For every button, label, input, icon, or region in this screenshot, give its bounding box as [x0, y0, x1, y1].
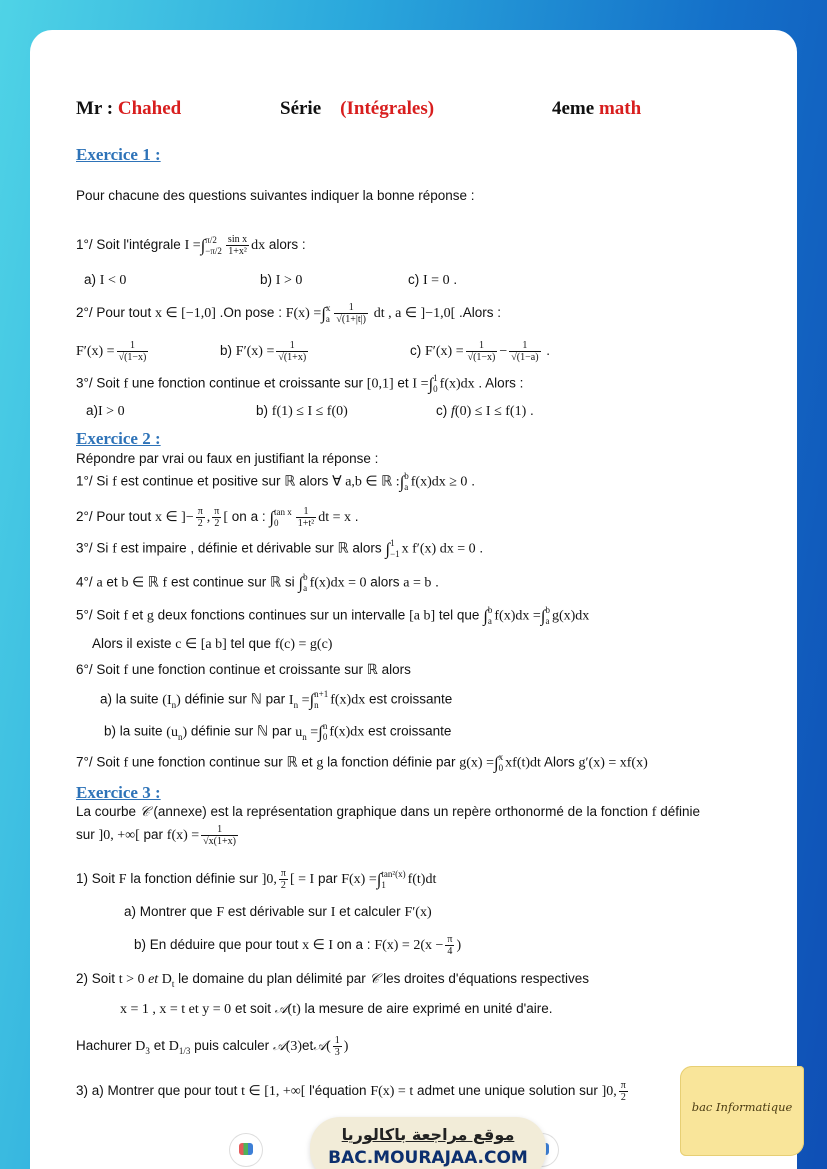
- ex1-q1-option-c: c) I = 0 .: [408, 272, 458, 288]
- exercise-1-title: Exercice 1 :: [76, 145, 161, 164]
- mr-label: Mr :: [76, 98, 114, 119]
- level-subject: math: [598, 98, 642, 119]
- ex3-q3: 3) a) Montrer que pour tout t ∈ [1, +∞[ l'équation F(x) = t admet une unique solution sur ]0, $\frac{\pi}{2}$: [76, 1080, 626, 1103]
- ex3-q2: 2) Soit t > 0 et $D_t$ le domaine du plan délimité par 𝒞 les droites d'équations respectives: [76, 971, 590, 989]
- ex1-intro: Pour chacune des questions suivantes indiquer la bonne réponse :: [76, 188, 475, 203]
- ex1-q1-option-a: a) I < 0: [84, 272, 127, 288]
- ex3-q2-lines: x = 1 , x = t et y = 0 et soit 𝒜(t) la mesure de aire exprimé en unité d'aire.: [120, 1001, 553, 1017]
- ex2-q5-conclusion: Alors il existe c ∈ [a b] tel que f(c) = g(c): [92, 636, 333, 652]
- school-logo-left: [230, 1134, 262, 1166]
- ex2-q4: 4°/ a et b ∈ ℝ f est continue sur ℝ si ∫ b a f(x)dx = 0 alors a = b .: [76, 572, 439, 593]
- teacher-line: [76, 98, 181, 120]
- site-banner[interactable]: [310, 1117, 546, 1169]
- ex3-q1-b: b) En déduire que pour tout x ∈ I on a : F(x) = 2(x − $\frac{\pi}{4}$ ): [134, 934, 462, 957]
- ex1-q3-option-c: c) f(0) ≤ I ≤ f(1) .: [436, 403, 534, 419]
- ex1-q3-option-a: a)I > 0: [86, 403, 125, 419]
- ex3-q1-a: a) Montrer que F est dérivable sur I et calculer F′(x): [124, 904, 432, 920]
- ex2-q5: 5°/ Soit f et g deux fonctions continues sur un intervalle [a b] tel que ∫ b a f(x)dx =∫ b a g(x)dx: [76, 605, 590, 626]
- ex2-q6: 6°/ Soit f une fonction continue et croissante sur ℝ alors: [76, 662, 411, 678]
- ex2-q3: 3°/ Si f est impaire , définie et dérivable sur ℝ alors ∫ 1 −1 x f′(x) dx = 0 .: [76, 538, 484, 559]
- ex1-q2-option-a: F′(x) = $\frac{1}{√(1-x)}$: [76, 340, 147, 363]
- topic-title: (Intégrales): [340, 98, 435, 119]
- ex3-q1: 1) Soit F la fonction définie sur ]0, $\frac{\pi}{2}$ [ = I par F(x) =∫ tan²(x) 1 f(t)dt: [76, 868, 437, 891]
- ex2-q6-b: b) la suite $(u_n)$ définie sur ℕ par $u_n$ =∫ n 0 f(x)dx est croissante: [104, 721, 452, 742]
- ex3-line-2: sur ]0, +∞[ par f(x) = $\frac{1}{√x(1+x)}$: [76, 824, 236, 847]
- ex1-q2-option-c: c) F′(x) = $\frac{1}{√(1-x)}$ − $\frac{1}{√(1-a)}$ .: [410, 340, 551, 363]
- ex3-line-1: La courbe 𝒞 (annexe) est la représentation graphique dans un repère orthonormé de la fonction f définie: [76, 804, 700, 820]
- ex2-q7: 7°/ Soit f une fonction continue sur ℝ et g la fonction définie par g(x) =∫ x 0 xf(t)dt Alors g′(x) = xf(x): [76, 752, 648, 773]
- ex2-q1: 1°/ Si f est continue et positive sur ℝ alors ∀ a,b ∈ ℝ :∫ b a f(x)dx ≥ 0 .: [76, 471, 475, 492]
- books-icon: [239, 1143, 253, 1155]
- ex1-q3: 3°/ Soit f une fonction continue et croissante sur [0,1] et I =∫ 1 0 f(x)dx . Alors :: [76, 373, 524, 394]
- ex2-q2: 2°/ Pour tout x ∈ ]− $\frac{\pi}{2}$ , $\frac{\pi}{2}$ [ on a : ∫ tan x 0 $\frac{1}{\text{1+t²}}$ dt = x .: [76, 506, 359, 529]
- level-prefix: 4eme: [552, 98, 595, 119]
- ex1-q3-option-b: b) f(1) ≤ I ≤ f(0): [256, 403, 348, 419]
- ex2-q6-a: a) la suite $(I_n)$ définie sur ℕ par $I_n$ =∫ n+1 n f(x)dx est croissante: [100, 689, 453, 710]
- banner-arabic-title: موقع مراجعة باكالوريا: [341, 1125, 515, 1144]
- ex1-q1-option-b: b) I > 0: [260, 272, 303, 288]
- logo-text: bac Informatique: [691, 1100, 793, 1114]
- level-line: [552, 98, 641, 120]
- ex1-q1: 1°/ Soit l'intégrale I =∫ π/2 −π/2 $\frac{\text{sin x}}{\text{1+x²}}$ dx alors :: [76, 234, 306, 257]
- ex1-q2-option-b: b) F′(x) = $\frac{1}{√(1+x)}$: [220, 340, 307, 363]
- serie-line: [280, 98, 434, 120]
- ex3-q2-hatch: Hachurer $D_3$ et $D_{1/3}$ puis calculer 𝒜(3)et𝒜( $\frac{1}{3}$ ): [76, 1035, 349, 1058]
- ex2-intro: Répondre par vrai ou faux en justifiant la réponse :: [76, 451, 379, 466]
- ex1-q2: 2°/ Pour tout x ∈ [−1,0] .On pose : F(x) =∫ x a $\frac{1}{√(1+|t|)}$ dt , a ∈ ]−1,0[ .Alors :: [76, 302, 502, 325]
- exercise-3-title: Exercice 3 :: [76, 783, 161, 802]
- teacher-name: Chahed: [117, 98, 182, 119]
- banner-url[interactable]: BAC.MOURAJAA.COM: [328, 1148, 528, 1168]
- exercise-2-title: Exercice 2 :: [76, 429, 161, 448]
- serie-label: Série: [280, 98, 322, 119]
- document-page: [30, 30, 797, 1169]
- bac-informatique-logo: [680, 1066, 804, 1156]
